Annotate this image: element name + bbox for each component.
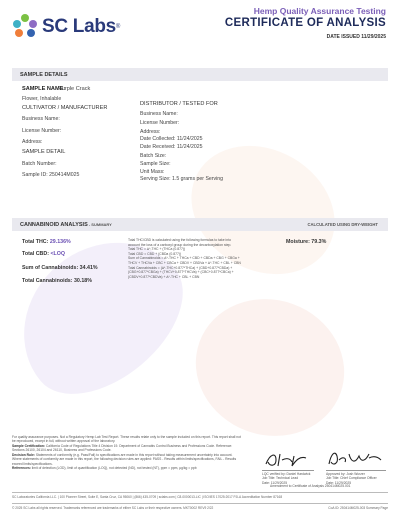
footnote-references: References: limit of detection (LOD), limit of quantification (LOQ), not detected (ND), not tested (NT), ppm = ppm, μg/kg = ppb <box>12 466 197 471</box>
total-thc: Total THC: 29.136% <box>22 239 71 245</box>
sample-category: Flower, Inhalable <box>22 96 62 102</box>
date-issued: DATE ISSUED 11/29/2025 <box>326 34 386 40</box>
total-cannabinoids: Total Cannabinoids: 30.18% <box>22 278 92 284</box>
sample-size: Sample Size: <box>140 161 171 167</box>
distributor-address: Address: <box>140 129 161 135</box>
footnote-decision-rule: Decision Rule: Statements of conformity (e.g. Pass/Fail) to specifications are made in this report without taking measurement uncertainty into account. Where statements of conformity are made in this report, the following decision rules are applied: PASS - Results within limits/specifications, FAIL - Results exceed limits/specifications. <box>12 452 237 466</box>
footer-divider-top <box>12 492 388 493</box>
logo-text: SC Labs <box>42 16 116 37</box>
cannabinoid-analysis-title: CANNABINOID ANALYSIS - SUMMARY <box>20 221 112 228</box>
signature-2-block: Approved by: Josh Wurzer Job Title: Chief Compliance Officer Date: 11/29/2025 <box>326 472 377 485</box>
header-subtitle: Hemp Quality Assurance Testing <box>253 6 386 16</box>
sample-name-value: Purple Crack <box>58 86 91 92</box>
watermark-blob-peach <box>176 278 363 456</box>
business-name: Business Name: <box>22 116 60 122</box>
sample-name-label: SAMPLE NAME: <box>22 86 66 92</box>
sc-labs-logo-icon <box>12 14 38 40</box>
sc-labs-logo <box>12 14 120 40</box>
footnotes <box>12 435 242 471</box>
date-collected: Date Collected: 11/24/2025 <box>140 136 203 142</box>
header-right <box>225 6 386 40</box>
batch-size: Batch Size: <box>140 153 167 159</box>
logo-registered-mark: ® <box>115 24 121 30</box>
signature-1-block: LQC verified by: Daniel Hardwick Job Title: Technical Lead Date: 11/29/2025 <box>262 472 311 485</box>
footnote-sample-certification: Sample Certification: California Code of Regulations Title 4 Division 19. Department of Cannabis Control Business and Professions Code. Reference: Sections 26100, 26104 and 26110, Business and Professions Code. <box>12 443 233 453</box>
signature-daniel-hardwick <box>262 450 312 470</box>
sample-details-bar <box>12 68 388 81</box>
sample-details-title: SAMPLE DETAILS <box>20 71 68 78</box>
signature-line-1 <box>262 470 314 471</box>
cannabinoid-analysis-bar <box>12 218 388 231</box>
license-number: License Number: <box>22 128 62 134</box>
signature-josh-wurzer <box>325 448 385 470</box>
moisture-value: Moisture: 79.3% <box>286 239 327 245</box>
sample-id: Sample ID: 250414M025 <box>22 172 80 178</box>
distributor-license-number: License Number: <box>140 120 180 126</box>
cultivator-label: CULTIVATOR / MANUFACTURER <box>22 105 108 111</box>
total-cbd: Total CBD: <LOQ <box>22 251 66 257</box>
batch-number: Batch Number: <box>22 161 57 167</box>
date-received: Date Received: 11/24/2025 <box>140 144 203 150</box>
serving-size: Serving Size: 1.5 grams per Serving <box>140 176 224 182</box>
document-title: CERTIFICATE OF ANALYSIS <box>224 17 386 29</box>
header <box>0 0 400 58</box>
footer-coa-id: CoA ID: 250414M025-003 Summary Page <box>328 506 388 510</box>
amendment-note: Amendment to Certificate of Analysis 250414M025.001 <box>270 484 351 488</box>
signature-line-2 <box>326 470 386 471</box>
footnote-quality-assurance: For quality assurance purposes. Not a Regulatory Hemp Lab Test Report. These results relate only to the sample included on this report. This report shall not be reproduced, except in full, without written approval of the laboratory. <box>12 435 241 444</box>
distributor-business-name: Business Name: <box>140 111 178 117</box>
dry-weight-note: CALCULATED USING DRY-WEIGHT <box>307 222 378 227</box>
sample-detail-label: SAMPLE DETAIL <box>22 149 66 155</box>
sum-of-cannabinoids: Sum of Cannabinoids: 34.41% <box>22 265 98 271</box>
unit-mass: Unit Mass: <box>140 169 165 175</box>
calculation-formula-note: Total THC/CBD is calculated using the following formulas to take into account the loss of a carboxyl group during the decarboxylation step. Total THC = ∆⁹-THC + (THCa (0.877)) Total CBD = CBD + (CBDa (0.877)) Sum of Cannabinoids = ∆⁹-THC + THCa + CBD + CBDa + CBG + CBGa + THCV + THCVa + CBC + CBCa + CBDV + CBDVa + ∆⁸-THC + CBL + CBN Total Cannabinoids = (∆⁹-THC+0.877*THCa) + (CBD+0.877*CBDa) + (CBG+0.877*CBGa) + (THCV+0.877*THCVa) + (CBC+0.877*CBCa) + (CBDV+0.877*CBDVa) + ∆⁸-THC + CBL + CBN <box>128 238 241 279</box>
distributor-label: DISTRIBUTOR / TESTED FOR <box>140 101 218 107</box>
footer-address-line: SC Laboratories California LLC. | 100 Pioneer Street, Suite E, Santa Cruz, CA 95060 | (866) 435-0709 | sclabs.com | C8-0000013-LIC | ISO/IES 17025:2017 PJLA Accreditation Number 87168 <box>12 495 283 499</box>
address: Address: <box>22 139 43 145</box>
footer-divider-bottom <box>12 503 388 504</box>
footer-copyright: © 2025 SC Labs all rights reserved. Trademarks referenced are trademarks of either SC Labs or their respective owners. MKT0002 REV9 2/22 <box>12 506 214 510</box>
